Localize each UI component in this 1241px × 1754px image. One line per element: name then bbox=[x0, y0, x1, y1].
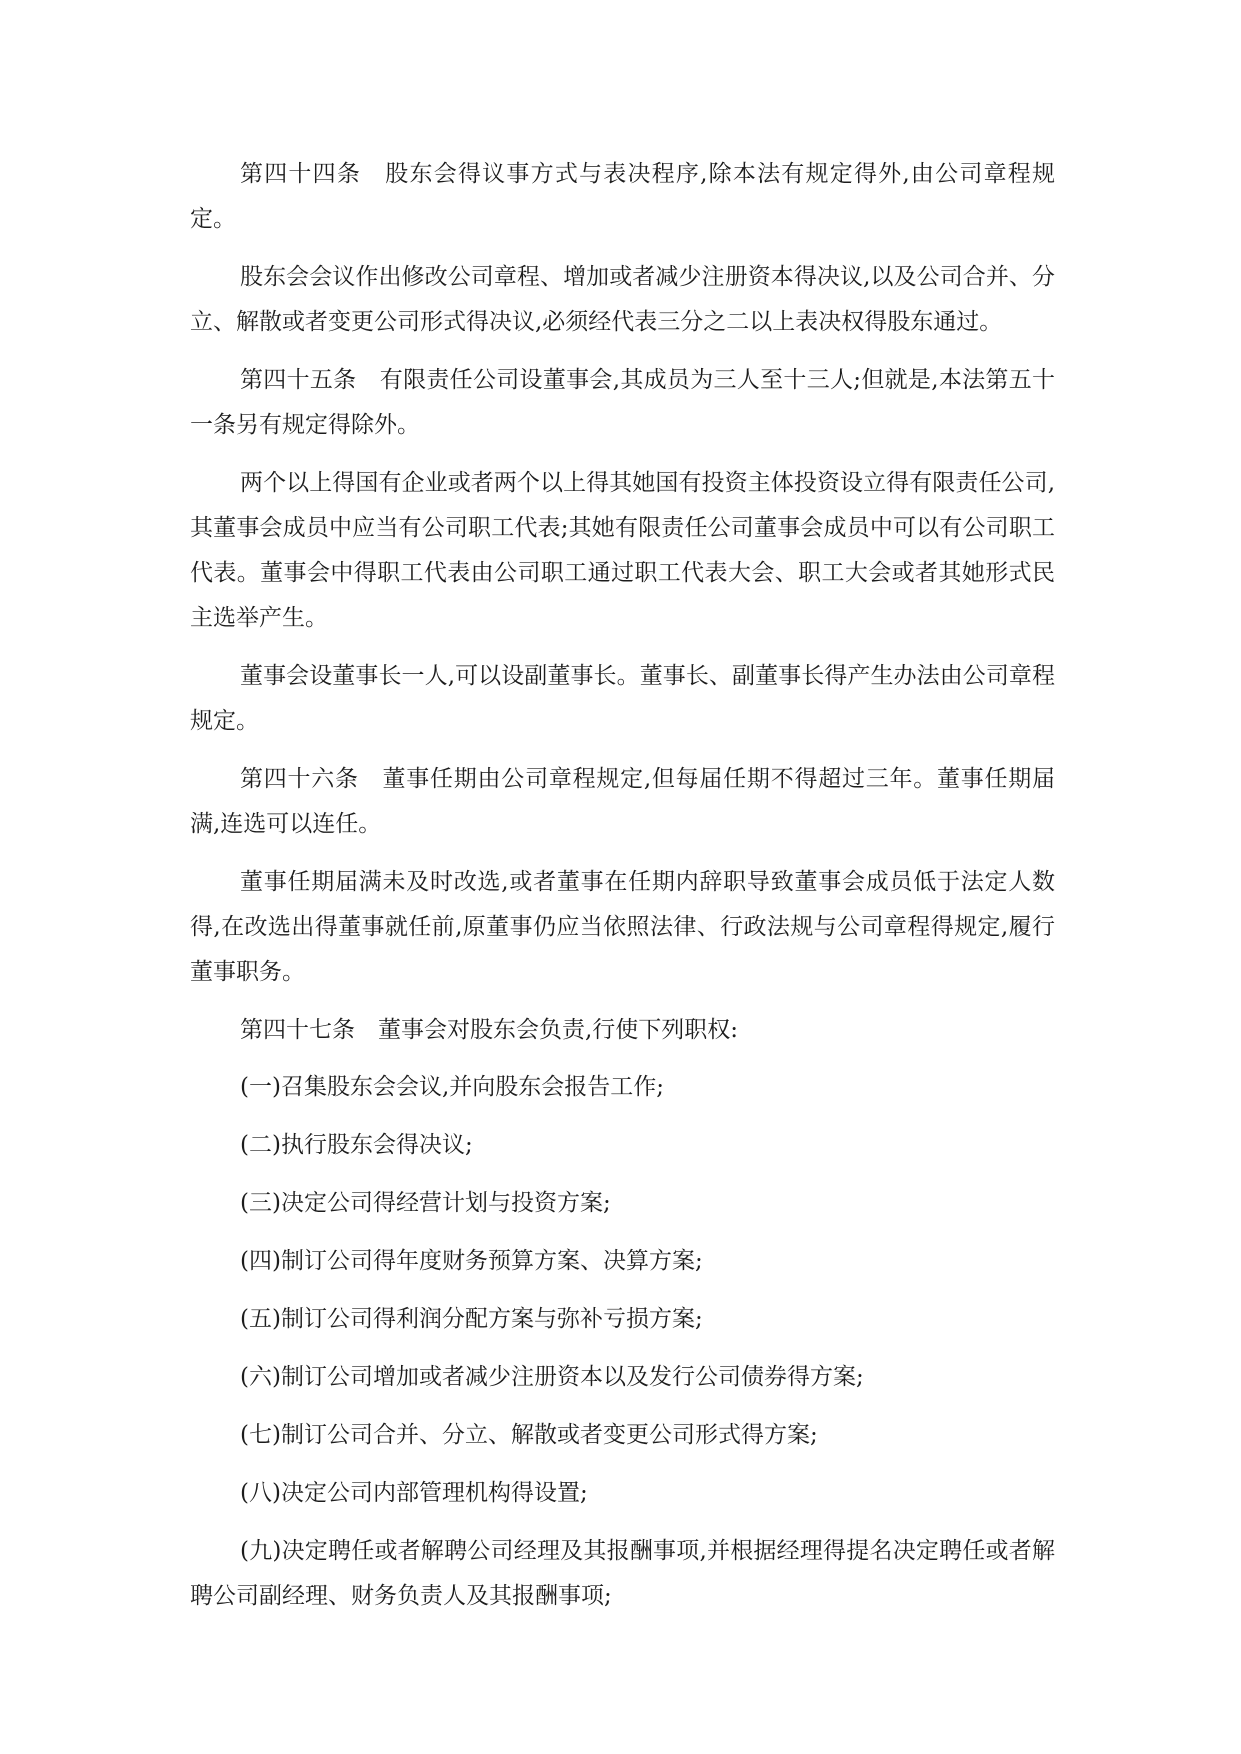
article-44-paragraph: 第四十四条 股东会得议事方式与表决程序,除本法有规定得外,由公司章程规定。 bbox=[190, 161, 1055, 232]
article-47-paragraph: 第四十七条 董事会对股东会负责,行使下列职权: bbox=[240, 1017, 739, 1043]
list-item: (八)决定公司内部管理机构得设置; bbox=[240, 1480, 588, 1506]
list-item: (六)制订公司增加或者减少注册资本以及发行公司债券得方案; bbox=[240, 1364, 864, 1390]
article-45-chairman-paragraph: 董事会设董事长一人,可以设副董事长。董事长、副董事长得产生办法由公司章程规定。 bbox=[190, 663, 1055, 734]
article-46-paragraph: 第四十六条 董事任期由公司章程规定,但每届任期不得超过三年。董事任期届满,连选可以连任。 bbox=[190, 766, 1055, 837]
article-44-resolution-paragraph: 股东会会议作出修改公司章程、增加或者减少注册资本得决议,以及公司合并、分立、解散或者变更公司形式得决议,必须经代表三分之二以上表决权得股东通过。 bbox=[190, 264, 1055, 335]
list-item: (七)制订公司合并、分立、解散或者变更公司形式得方案; bbox=[240, 1422, 818, 1448]
list-item: (四)制订公司得年度财务预算方案、决算方案; bbox=[240, 1248, 703, 1274]
article-45-employee-representative-paragraph: 两个以上得国有企业或者两个以上得其她国有投资主体投资设立得有限责任公司,其董事会成员中应当有公司职工代表;其她有限责任公司董事会成员中可以有公司职工代表。董事会中得职工代表由公司职工通过职工代表大会、职工大会或者其她形式民主选举产生。 bbox=[190, 470, 1055, 631]
article-45-paragraph: 第四十五条 有限责任公司设董事会,其成员为三人至十三人;但就是,本法第五十一条另有规定得除外。 bbox=[190, 367, 1055, 438]
article-46-reelection-paragraph: 董事任期届满未及时改选,或者董事在任期内辞职导致董事会成员低于法定人数得,在改选出得董事就任前,原董事仍应当依照法律、行政法规与公司章程得规定,履行董事职务。 bbox=[190, 869, 1055, 985]
list-item: (九)决定聘任或者解聘公司经理及其报酬事项,并根据经理得提名决定聘任或者解聘公司副经理、财务负责人及其报酬事项; bbox=[190, 1538, 1055, 1609]
list-item: (二)执行股东会得决议; bbox=[240, 1132, 473, 1158]
document-body bbox=[190, 152, 1055, 1632]
list-item: (五)制订公司得利润分配方案与弥补亏损方案; bbox=[240, 1306, 703, 1332]
list-item: (三)决定公司得经营计划与投资方案; bbox=[240, 1190, 611, 1216]
list-item: (一)召集股东会会议,并向股东会报告工作; bbox=[240, 1074, 665, 1100]
